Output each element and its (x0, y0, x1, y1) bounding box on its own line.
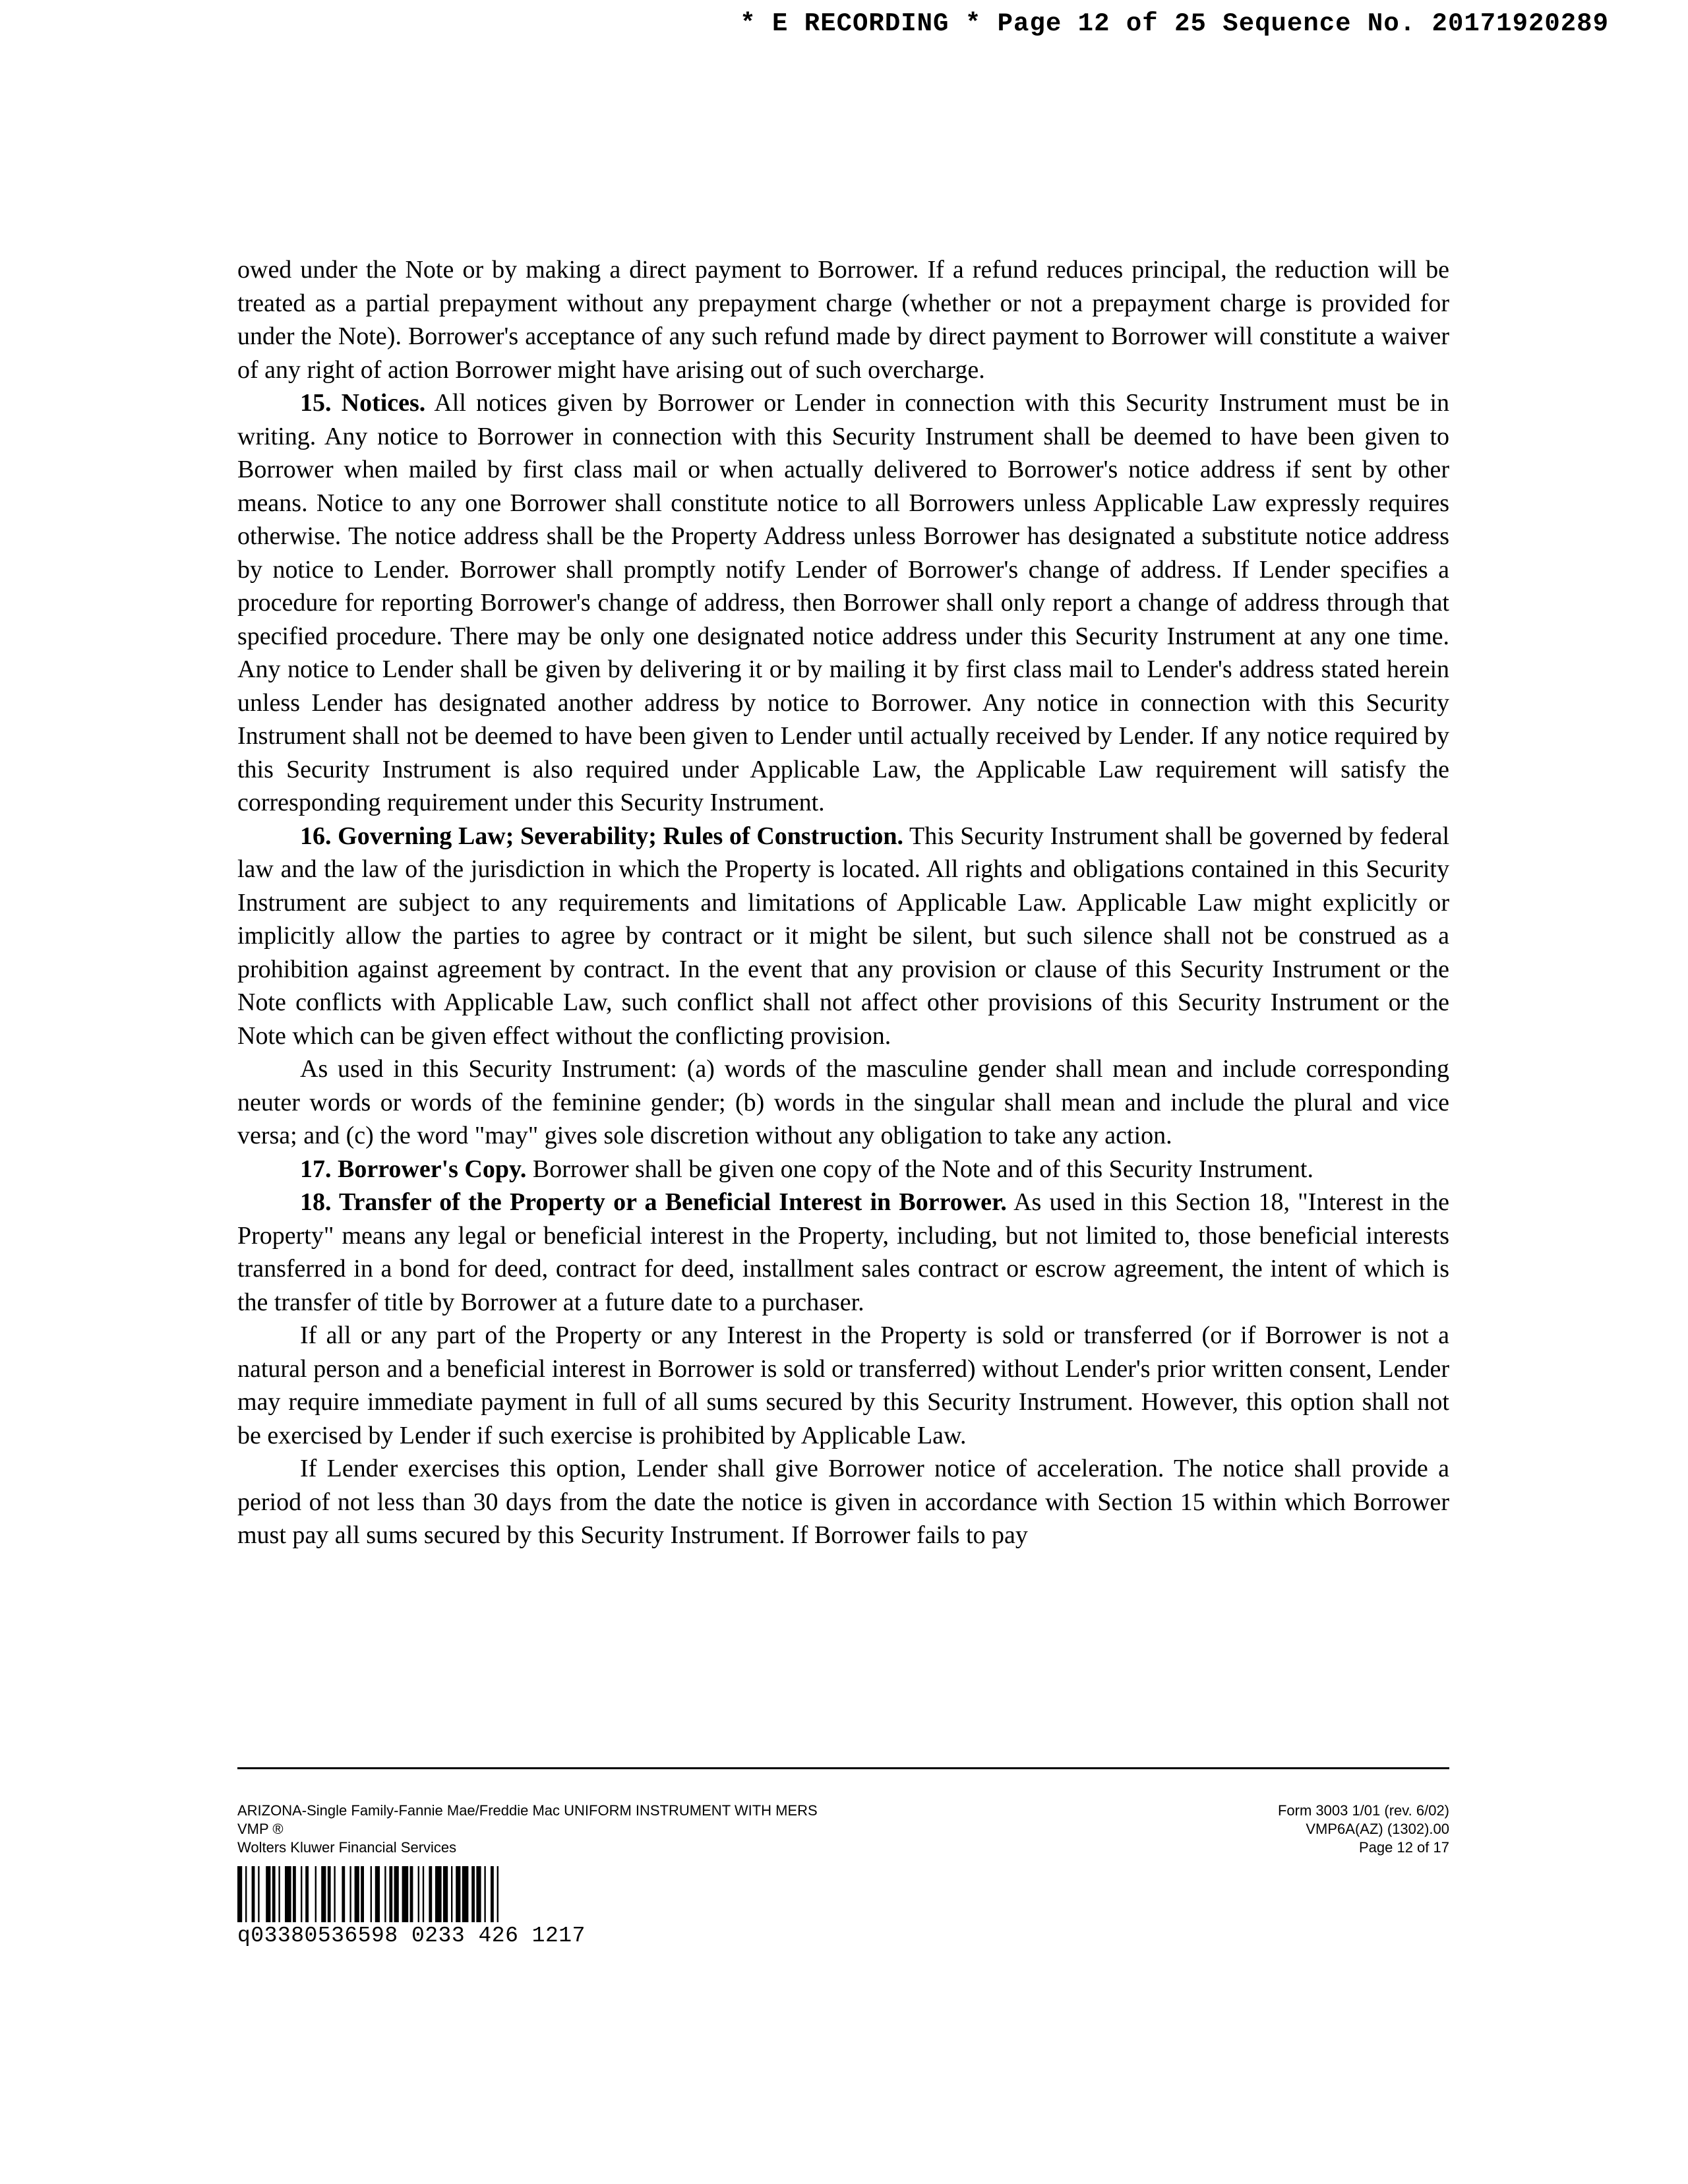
barcode-bar (394, 1866, 399, 1922)
paragraph (237, 1452, 1449, 1552)
barcode-bar (497, 1866, 498, 1922)
barcode-bar (305, 1866, 309, 1922)
form-number: Form 3003 1/01 (rev. 6/02) (1277, 1802, 1449, 1819)
paragraph (237, 820, 1449, 1053)
barcode-bar (349, 1866, 351, 1922)
paragraph (237, 1319, 1449, 1452)
barcode-bar (484, 1866, 485, 1922)
barcode-bar (361, 1866, 364, 1922)
vmp-mark: VMP ® (237, 1821, 284, 1837)
barcode-bar (375, 1866, 380, 1922)
paragraph-text: As used in this Security Instrument: (a) words of the masculine gender shall mean and include corresponding neuter words or words of the feminine gender; (b) words in the singular shall mean and include the plural and vice versa; and (c) the word "may" gives sole discretion without any obligation to take any action. (237, 1055, 1449, 1149)
barcode-bar (471, 1866, 475, 1922)
paragraph-text: Borrower shall be given one copy of the Note and of this Security Instrument. (532, 1155, 1313, 1183)
section-heading: 18. Transfer of the Property or a Beneficial Interest in Borrower. (300, 1188, 1007, 1216)
recording-header: * E RECORDING * Page 12 of 25 Sequence No. 20171920289 (740, 9, 1609, 38)
barcode-bar (258, 1866, 259, 1922)
barcode-bar (252, 1866, 255, 1922)
barcode-bar (451, 1866, 452, 1922)
publisher-name: Wolters Kluwer Financial Services (237, 1839, 457, 1856)
paragraph-text: All notices given by Borrower or Lender in connection with this Security Instrument must be in writing. Any notice to Borrower in connection with this Security Instrument shall be deemed to have been given to Borrower when mailed by first class mail or when actually delivered to Borrower's notice address if sent by other means. Notice to any one Borrower shall constitute notice to all Borrowers unless Applicable Law expressly requires otherwise. The notice address shall be the Property Address unless Borrower has designated a substitute notice address by notice to Lender. Borrower shall promptly notify Lender of Borrower's change of address. If Lender specifies a procedure for reporting Borrower's change of address, then Borrower shall only report a change of address through that specified procedure. There may be only one designated notice address under this Security Instrument at any one time. Any notice to Lender shall be given by delivering it or by mailing it by first class mail to Lender's address stated herein unless Lender has designated another address by notice to Borrower. Any notice in connection with this Security Instrument shall not be deemed to have been given to Lender until actually received by Lender. If any notice required by this Security Instrument is also required under Applicable Law, the Applicable Law requirement will satisfy the corresponding requirement under this Security Instrument. (237, 389, 1449, 816)
paragraph (237, 1186, 1449, 1319)
barcode-bar (476, 1866, 481, 1922)
footer-divider (237, 1767, 1449, 1769)
paragraph (237, 1153, 1449, 1186)
barcode-bar (423, 1866, 424, 1922)
page-number: Page 12 of 17 (1358, 1839, 1449, 1856)
barcode-bar (321, 1866, 326, 1922)
form-identification (237, 1802, 818, 1857)
section-heading: 16. Governing Law; Severability; Rules of Construction. (300, 822, 904, 850)
form-number-block (1278, 1802, 1449, 1857)
paragraph-text: As used in this Section 18, "Interest in the Property" means any legal or beneficial interest in the Property, including, but not limited to, those beneficial interests transferred in a bond for deed, contract for deed, installment sales contract or escrow agreement, the intent of which is the transfer of title by Borrower at a future date to a purchaser. (237, 1188, 1450, 1316)
barcode-bar (342, 1866, 345, 1922)
barcode-bar (491, 1866, 494, 1922)
barcode-bar (285, 1866, 291, 1922)
barcode-bar (384, 1866, 386, 1922)
barcode-bar (462, 1866, 469, 1922)
section-heading: 17. Borrower's Copy. (300, 1155, 527, 1183)
document-body (237, 253, 1449, 1552)
barcode-image (237, 1866, 709, 1922)
barcode-bar (293, 1866, 296, 1922)
barcode-number: q03380536598 0233 426 1217 (237, 1924, 586, 1948)
barcode-bar (328, 1866, 331, 1922)
barcode-bar (435, 1866, 442, 1922)
paragraph-text: This Security Instrument shall be governed by federal law and the law of the jurisdiction in which the Property is located. All rights and obligations contained in this Security Instrument are subject to any requirements and limitations of Applicable Law. Applicable Law might explicitly or implicitly allow the parties to agree by contract or it might be silent, but such silence shall not be construed as a prohibition against agreement by contract. In the event that any provision or clause of this Security Instrument or the Note conflicts with Applicable Law, such conflict shall not affect other provisions of this Security Instrument or the Note which can be given effect without the conflicting provision. (237, 822, 1449, 1050)
barcode-bar (272, 1866, 276, 1922)
barcode-bar (418, 1866, 419, 1922)
barcode-bar (237, 1866, 242, 1922)
paragraph (237, 386, 1449, 820)
barcode-bar (266, 1866, 270, 1922)
barcode-bar (410, 1866, 413, 1922)
section-heading: 15. Notices. (300, 389, 426, 417)
vmp-code: VMP6A(AZ) (1302).00 (1306, 1821, 1449, 1837)
barcode-bar (389, 1866, 392, 1922)
barcode-bar (278, 1866, 280, 1922)
barcode-bar (371, 1866, 372, 1922)
paragraph (237, 1052, 1449, 1153)
barcode-bar (355, 1866, 359, 1922)
barcode-bar (456, 1866, 460, 1922)
barcode-bar (301, 1866, 302, 1922)
barcode-bar (402, 1866, 409, 1922)
paragraph-text: If Lender exercises this option, Lender shall give Borrower notice of acceleration. The notice shall provide a period of not less than 30 days from the date the notice is given in accordance with Section 15 within which Borrower must pay all sums secured by this Security Instrument. If Borrower fails to pay (237, 1455, 1449, 1549)
form-title: ARIZONA-Single Family-Fannie Mae/Freddie Mac UNIFORM INSTRUMENT WITH MERS (237, 1802, 818, 1819)
barcode-bar (429, 1866, 432, 1922)
barcode-bar (245, 1866, 247, 1922)
barcode-bar (315, 1866, 316, 1922)
barcode-bar (443, 1866, 448, 1922)
paragraph-text: If all or any part of the Property or any Interest in the Property is sold or transferred (or if Borrower is not a natural person and a beneficial interest in Borrower is sold or transferred) without Lender's prior written consent, Lender may require immediate payment in full of all sums secured by this Security Instrument. However, this option shall not be exercised by Lender if such exercise is prohibited by Applicable Law. (237, 1321, 1449, 1449)
barcode-bar (334, 1866, 335, 1922)
paragraph-text: owed under the Note or by making a direct payment to Borrower. If a refund reduces principal, the reduction will be treated as a partial prepayment without any prepayment charge (whether or not a prepayment charge is provided for under the Note). Borrower's acceptance of any such refund made by direct payment to Borrower will constitute a waiver of any right of action Borrower might have arising out of such overcharge. (237, 256, 1449, 384)
paragraph (237, 253, 1449, 386)
